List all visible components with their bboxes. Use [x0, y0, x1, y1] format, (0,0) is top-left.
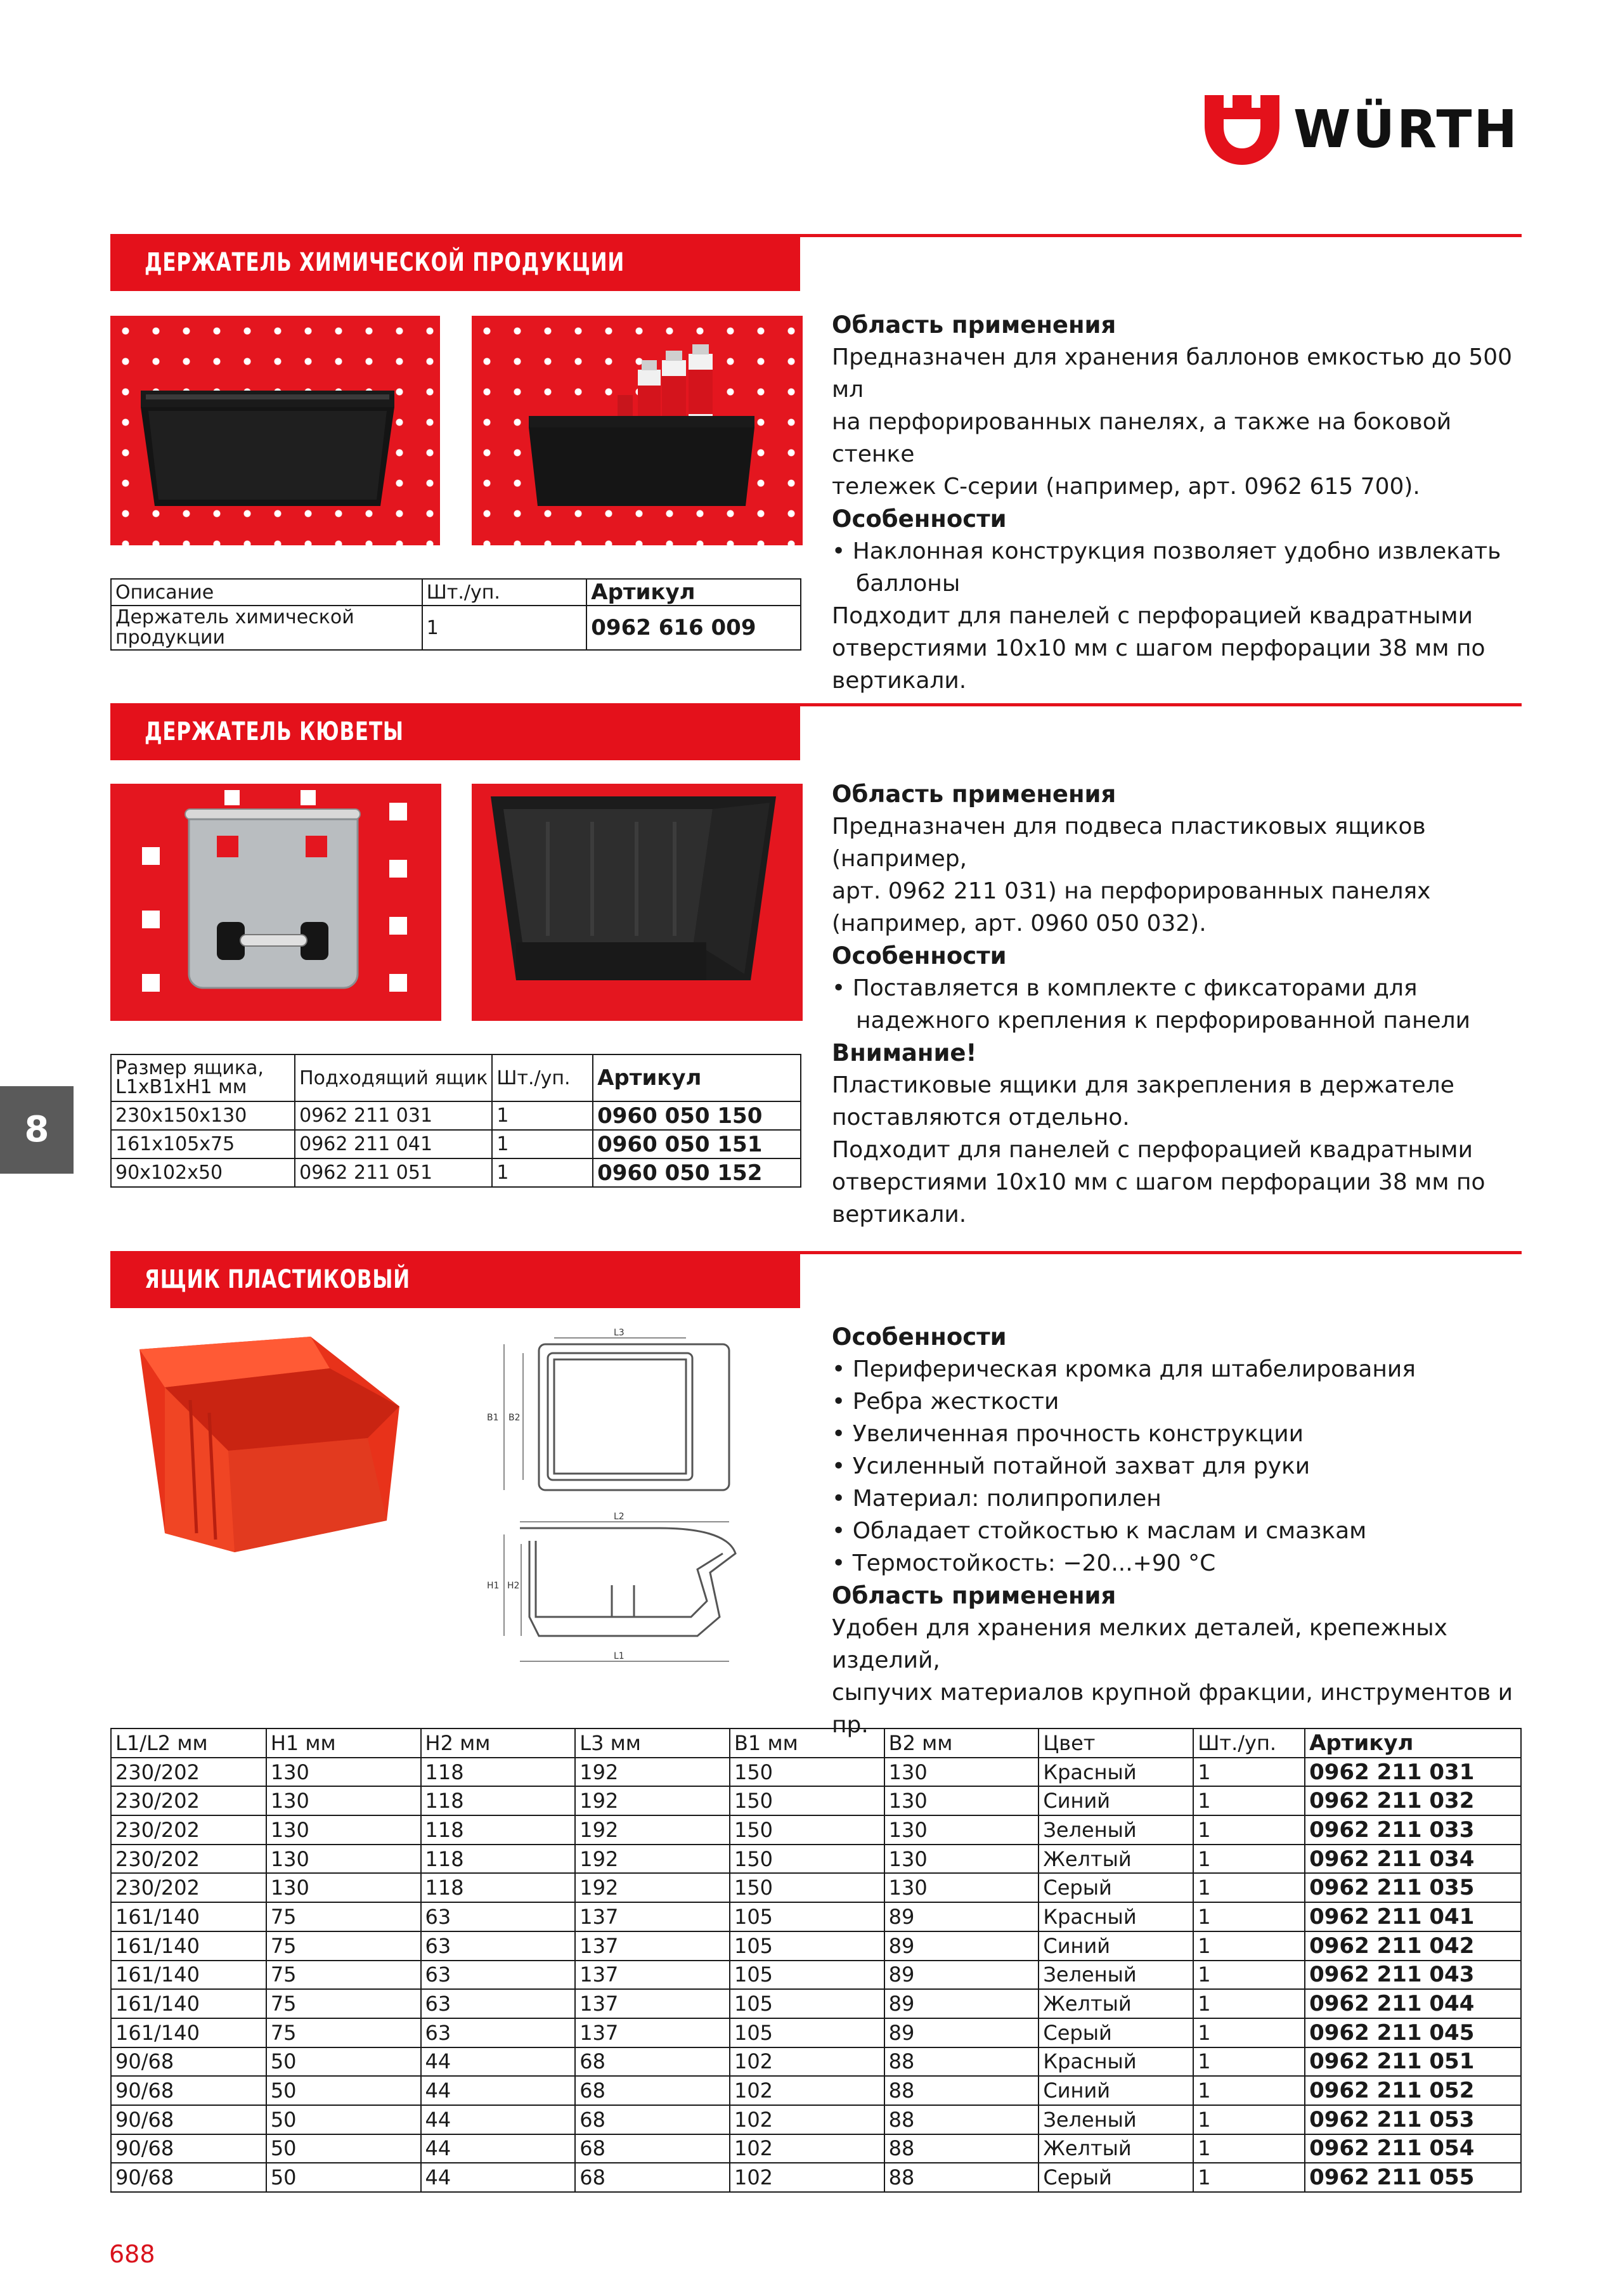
table-cell: 1	[422, 606, 586, 650]
section-title-bar	[110, 1251, 800, 1308]
table-cell: 161x105x75	[111, 1130, 295, 1158]
table-cell: 105	[730, 1989, 884, 2018]
table-cell: 137	[575, 1902, 730, 1931]
article-number: 0960 050 152	[593, 1158, 801, 1187]
table-cell: 150	[730, 1758, 884, 1787]
feature-bullet: • Ребра жесткости	[832, 1385, 1529, 1418]
chemical-holder-photo	[110, 316, 440, 545]
article-number: 0962 211 031	[1305, 1758, 1521, 1787]
application-heading: Область применения	[832, 1582, 1116, 1609]
article-number: 0962 211 054	[1305, 2134, 1521, 2163]
table-cell: 90/68	[111, 2134, 266, 2163]
article-number: 0962 211 044	[1305, 1989, 1521, 2018]
article-number: 0962 211 034	[1305, 1845, 1521, 1874]
chemical-holder-table	[110, 578, 801, 651]
drawing-label-l2: L2	[614, 1512, 625, 1522]
table-cell: 68	[575, 2134, 730, 2163]
article-number: 0962 211 032	[1305, 1786, 1521, 1815]
table-cell: Зеленый	[1039, 1961, 1193, 1990]
application-line: (например, арт. 0960 050 032).	[832, 911, 1207, 937]
table-cell: 63	[421, 1931, 576, 1961]
table-cell: 130	[266, 1758, 421, 1787]
table-cell: 230/202	[111, 1873, 266, 1902]
drawing-label-l3: L3	[614, 1328, 625, 1338]
table-row	[111, 1902, 1521, 1931]
feature-bullet: • Усиленный потайной захват для руки	[832, 1450, 1529, 1482]
table-cell: 1	[1193, 1815, 1305, 1845]
header-cell: Подходящий ящик	[295, 1054, 492, 1101]
table-row	[111, 1158, 801, 1187]
table-cell: 50	[266, 2105, 421, 2134]
table-cell: 50	[266, 2134, 421, 2163]
table-cell: 137	[575, 1989, 730, 2018]
header-cell: B1 мм	[730, 1728, 884, 1758]
table-row	[111, 1845, 1521, 1874]
table-cell: 130	[266, 1845, 421, 1874]
article-number: 0962 211 042	[1305, 1931, 1521, 1961]
article-number: 0962 211 051	[1305, 2047, 1521, 2077]
application-line: на перфорированных панелях, а также на боковой стенке	[832, 409, 1452, 467]
table-cell: 130	[266, 1786, 421, 1815]
header-cell: L1/L2 мм	[111, 1728, 266, 1758]
table-cell: 50	[266, 2076, 421, 2105]
table-cell: Желтый	[1039, 2134, 1193, 2163]
table-cell: 230/202	[111, 1815, 266, 1845]
table-cell: 192	[575, 1873, 730, 1902]
header-cell: Артикул	[593, 1054, 801, 1101]
bin-holder-table	[110, 1054, 801, 1188]
table-cell: 150	[730, 1815, 884, 1845]
table-cell: 105	[730, 1902, 884, 1931]
wurth-logo	[1205, 95, 1520, 165]
table-cell: 150	[730, 1873, 884, 1902]
table-cell: 44	[421, 2047, 576, 2077]
table-cell: Красный	[1039, 1758, 1193, 1787]
table-cell: Красный	[1039, 2047, 1193, 2077]
section-title: ЯЩИК ПЛАСТИКОВЫЙ	[145, 1265, 411, 1294]
table-cell: Зеленый	[1039, 1815, 1193, 1845]
wurth-logo-wordmark: WÜRTH	[1293, 100, 1520, 160]
table-cell: 1	[1193, 2134, 1305, 2163]
table-cell: 192	[575, 1845, 730, 1874]
application-heading: Область применения	[832, 311, 1116, 339]
application-heading: Область применения	[832, 781, 1116, 808]
plastic-bin-table	[110, 1728, 1522, 2193]
section-rule	[800, 1251, 1522, 1254]
table-row	[111, 2076, 1521, 2105]
table-row	[111, 1101, 801, 1130]
header-cell: Шт./уп.	[1193, 1728, 1305, 1758]
table-cell: 1	[1193, 1931, 1305, 1961]
table-cell: 161/140	[111, 1931, 266, 1961]
table-cell: 130	[884, 1758, 1039, 1787]
article-number: 0962 211 033	[1305, 1815, 1521, 1845]
attention-line: поставляются отдельно.	[832, 1105, 1130, 1131]
article-number: 0962 211 041	[1305, 1902, 1521, 1931]
table-row	[111, 2163, 1521, 2192]
drawing-label-h2: H2	[507, 1581, 520, 1591]
table-header-row	[111, 1054, 801, 1101]
table-cell: 50	[266, 2163, 421, 2192]
page-number: 688	[109, 2240, 155, 2268]
table-cell: 88	[884, 2076, 1039, 2105]
article-number: 0962 211 045	[1305, 2018, 1521, 2047]
application-line: арт. 0962 211 031) на перфорированных панелях	[832, 878, 1431, 904]
table-cell: 0962 211 031	[295, 1101, 492, 1130]
table-cell: 118	[421, 1845, 576, 1874]
table-cell: 230x150x130	[111, 1101, 295, 1130]
table-cell: 105	[730, 1961, 884, 1990]
panel-note-line: вертикали.	[832, 668, 967, 694]
header-cell: L3 мм	[575, 1728, 730, 1758]
features-heading: Особенности	[832, 942, 1007, 970]
panel-note-line: Подходит для панелей с перфорацией квадратными	[832, 1137, 1473, 1163]
application-line: Предназначен для хранения баллонов емкостью до 500 мл	[832, 344, 1513, 403]
bin-holder-description	[832, 778, 1529, 1231]
table-cell: 68	[575, 2163, 730, 2192]
table-cell: 230/202	[111, 1845, 266, 1874]
drawing-label-b1: B1	[487, 1413, 499, 1423]
plastic-bin-technical-drawing	[469, 1319, 773, 1699]
table-cell: 88	[884, 2047, 1039, 2077]
table-cell: 68	[575, 2047, 730, 2077]
table-cell: 1	[1193, 1758, 1305, 1787]
table-row	[111, 2134, 1521, 2163]
table-cell: 118	[421, 1815, 576, 1845]
table-row	[111, 2105, 1521, 2134]
table-cell: Серый	[1039, 1873, 1193, 1902]
table-header-row	[111, 579, 801, 606]
table-cell: 75	[266, 1902, 421, 1931]
table-header-row	[111, 1728, 1521, 1758]
table-cell: 1	[1193, 2018, 1305, 2047]
table-cell: 130	[266, 1815, 421, 1845]
panel-note-line: вертикали.	[832, 1202, 967, 1228]
table-cell: 137	[575, 1961, 730, 1990]
table-cell: Синий	[1039, 1931, 1193, 1961]
table-cell: 44	[421, 2134, 576, 2163]
table-cell: Зеленый	[1039, 2105, 1193, 2134]
article-number: 0962 211 052	[1305, 2076, 1521, 2105]
panel-note-line: отверстиями 10x10 мм с шагом перфорации 38 мм по	[832, 1169, 1485, 1195]
section-title-bar	[110, 703, 800, 760]
table-cell: 89	[884, 1931, 1039, 1961]
chemical-holder-with-cans-photo	[472, 316, 803, 545]
table-row	[111, 1989, 1521, 2018]
table-cell: 1	[1193, 1845, 1305, 1874]
header-cell: Артикул	[586, 579, 801, 606]
section-rule	[800, 703, 1522, 706]
table-cell: 88	[884, 2105, 1039, 2134]
table-cell: 161/140	[111, 1961, 266, 1990]
table-cell: 130	[884, 1845, 1039, 1874]
table-cell: 1	[1193, 1902, 1305, 1931]
table-row	[111, 2047, 1521, 2077]
panel-note-line: Подходит для панелей с перфорацией квадратными	[832, 603, 1473, 629]
table-cell: Серый	[1039, 2163, 1193, 2192]
section-title: ДЕРЖАТЕЛЬ ХИМИЧЕСКОЙ ПРОДУКЦИИ	[145, 248, 625, 277]
table-cell: 102	[730, 2105, 884, 2134]
drawing-label-b2: B2	[508, 1413, 521, 1423]
application-line: сыпучих материалов крупной фракции, инструментов и пр.	[832, 1680, 1513, 1738]
table-cell: 90/68	[111, 2047, 266, 2077]
table-cell: 118	[421, 1786, 576, 1815]
table-cell: 1	[492, 1130, 593, 1158]
table-cell: 88	[884, 2134, 1039, 2163]
table-row	[111, 1931, 1521, 1961]
table-cell: 63	[421, 1902, 576, 1931]
header-cell: H2 мм	[421, 1728, 576, 1758]
table-cell: 102	[730, 2163, 884, 2192]
wurth-logo-mark	[1205, 95, 1279, 165]
table-cell: 161/140	[111, 2018, 266, 2047]
article-number: 0962 211 053	[1305, 2105, 1521, 2134]
table-cell: 63	[421, 1961, 576, 1990]
table-cell: 75	[266, 1961, 421, 1990]
article-number: 0962 211 035	[1305, 1873, 1521, 1902]
header-cell: Описание	[111, 579, 422, 606]
table-cell: 1	[1193, 1989, 1305, 2018]
chemical-holder-description	[832, 309, 1529, 697]
table-cell: 89	[884, 1902, 1039, 1931]
table-cell: 63	[421, 2018, 576, 2047]
header-cell: Цвет	[1039, 1728, 1193, 1758]
attention-heading: Внимание!	[832, 1039, 977, 1067]
table-cell: 90/68	[111, 2105, 266, 2134]
drawing-label-l1: L1	[614, 1651, 625, 1661]
feature-bullet: • Периферическая кромка для штабелирования	[832, 1353, 1529, 1385]
article-number: 0960 050 151	[593, 1130, 801, 1158]
table-cell: 1	[1193, 1786, 1305, 1815]
table-cell: 0962 211 041	[295, 1130, 492, 1158]
table-cell: 130	[884, 1815, 1039, 1845]
article-number: 0960 050 150	[593, 1101, 801, 1130]
table-cell: Синий	[1039, 1786, 1193, 1815]
bin-holder-photo	[110, 784, 441, 1021]
table-cell: 230/202	[111, 1758, 266, 1787]
table-cell: 102	[730, 2076, 884, 2105]
application-line: Удобен для хранения мелких деталей, крепежных изделий,	[832, 1615, 1447, 1673]
table-row	[111, 606, 801, 650]
section-title: ДЕРЖАТЕЛЬ КЮВЕТЫ	[145, 717, 404, 746]
table-cell: 1	[1193, 1873, 1305, 1902]
table-row	[111, 1961, 1521, 1990]
table-cell: 44	[421, 2105, 576, 2134]
table-cell: 192	[575, 1815, 730, 1845]
table-cell: 102	[730, 2047, 884, 2077]
table-cell: 192	[575, 1758, 730, 1787]
attention-line: Пластиковые ящики для закрепления в держателе	[832, 1072, 1454, 1098]
table-cell: 1	[492, 1158, 593, 1187]
features-heading: Особенности	[832, 1323, 1007, 1351]
table-cell: Желтый	[1039, 1989, 1193, 2018]
table-cell: 130	[266, 1873, 421, 1902]
table-row	[111, 1786, 1521, 1815]
table-cell: 89	[884, 1989, 1039, 2018]
table-row	[111, 2018, 1521, 2047]
table-cell: Держатель химической продукции	[111, 606, 422, 650]
header-cell: Артикул	[1305, 1728, 1521, 1758]
plastic-bin-photo	[120, 1330, 412, 1559]
table-cell: 130	[884, 1786, 1039, 1815]
article-number: 0962 211 043	[1305, 1961, 1521, 1990]
header-cell: B2 мм	[884, 1728, 1039, 1758]
table-cell: Красный	[1039, 1902, 1193, 1931]
table-cell: 102	[730, 2134, 884, 2163]
table-cell: 161/140	[111, 1989, 266, 2018]
table-cell: 68	[575, 2076, 730, 2105]
table-cell: 89	[884, 2018, 1039, 2047]
bin-in-holder-photo	[472, 784, 803, 1021]
table-cell: 90/68	[111, 2076, 266, 2105]
table-cell: 68	[575, 2105, 730, 2134]
table-cell: 1	[492, 1101, 593, 1130]
header-cell: Шт./уп.	[492, 1054, 593, 1101]
table-cell: 44	[421, 2076, 576, 2105]
table-cell: 1	[1193, 2047, 1305, 2077]
section-header-plastic-bin	[110, 1251, 1522, 1308]
features-heading: Особенности	[832, 505, 1007, 533]
table-cell: 75	[266, 1931, 421, 1961]
table-cell: 0962 211 051	[295, 1158, 492, 1187]
header-cell: H1 мм	[266, 1728, 421, 1758]
table-cell: 137	[575, 2018, 730, 2047]
table-cell: Синий	[1039, 2076, 1193, 2105]
table-cell: 118	[421, 1758, 576, 1787]
table-cell: 88	[884, 2163, 1039, 2192]
section-title-bar	[110, 234, 800, 291]
table-row	[111, 1815, 1521, 1845]
table-cell: 1	[1193, 2076, 1305, 2105]
table-cell: 50	[266, 2047, 421, 2077]
table-cell: 1	[1193, 1961, 1305, 1990]
table-cell: Желтый	[1039, 1845, 1193, 1874]
application-line: тележек С-серии (например, арт. 0962 615 700).	[832, 474, 1420, 500]
table-cell: 75	[266, 1989, 421, 2018]
application-line: Предназначен для подвеса пластиковых ящиков (например,	[832, 814, 1426, 872]
feature-bullet: • Увеличенная прочность конструкции	[832, 1418, 1529, 1450]
table-cell: 230/202	[111, 1786, 266, 1815]
section-header-bin-holder	[110, 703, 1522, 760]
table-cell: 118	[421, 1873, 576, 1902]
table-cell: 105	[730, 1931, 884, 1961]
feature-bullet: • Наклонная конструкция позволяет удобно извлекать баллоны	[832, 535, 1529, 600]
table-cell: 75	[266, 2018, 421, 2047]
table-cell: 63	[421, 1989, 576, 2018]
table-cell: 1	[1193, 2163, 1305, 2192]
table-cell: 161/140	[111, 1902, 266, 1931]
table-row	[111, 1873, 1521, 1902]
chapter-number: 8	[24, 1109, 49, 1150]
article-number: 0962 211 055	[1305, 2163, 1521, 2192]
table-cell: 90x102x50	[111, 1158, 295, 1187]
article-number: 0962 616 009	[586, 606, 801, 650]
table-cell: 90/68	[111, 2163, 266, 2192]
table-cell: 192	[575, 1786, 730, 1815]
table-cell: 44	[421, 2163, 576, 2192]
table-cell: 150	[730, 1786, 884, 1815]
table-row	[111, 1758, 1521, 1787]
panel-note-line: отверстиями 10x10 мм с шагом перфорации 38 мм по	[832, 635, 1485, 661]
section-header-chemical-holder	[110, 234, 1522, 291]
feature-bullet: • Материал: полипропилен	[832, 1482, 1529, 1515]
table-row	[111, 1130, 801, 1158]
header-cell: Шт./уп.	[422, 579, 586, 606]
chapter-tab	[0, 1086, 74, 1174]
feature-bullet: • Термостойкость: −20...+90 °C	[832, 1547, 1529, 1579]
plastic-bin-description	[832, 1321, 1529, 1741]
table-cell: 130	[884, 1873, 1039, 1902]
table-cell: 105	[730, 2018, 884, 2047]
drawing-label-h1: H1	[487, 1581, 500, 1591]
table-cell: Серый	[1039, 2018, 1193, 2047]
table-cell: 1	[1193, 2105, 1305, 2134]
table-cell: 137	[575, 1931, 730, 1961]
table-cell: 89	[884, 1961, 1039, 1990]
feature-bullet: • Обладает стойкостью к маслам и смазкам	[832, 1515, 1529, 1547]
header-cell: Размер ящика, L1xB1xH1 мм	[111, 1054, 295, 1101]
table-cell: 150	[730, 1845, 884, 1874]
feature-bullet: • Поставляется в комплекте с фиксаторами для надежного крепления к перфорированной панели	[832, 972, 1529, 1037]
section-rule	[800, 234, 1522, 237]
